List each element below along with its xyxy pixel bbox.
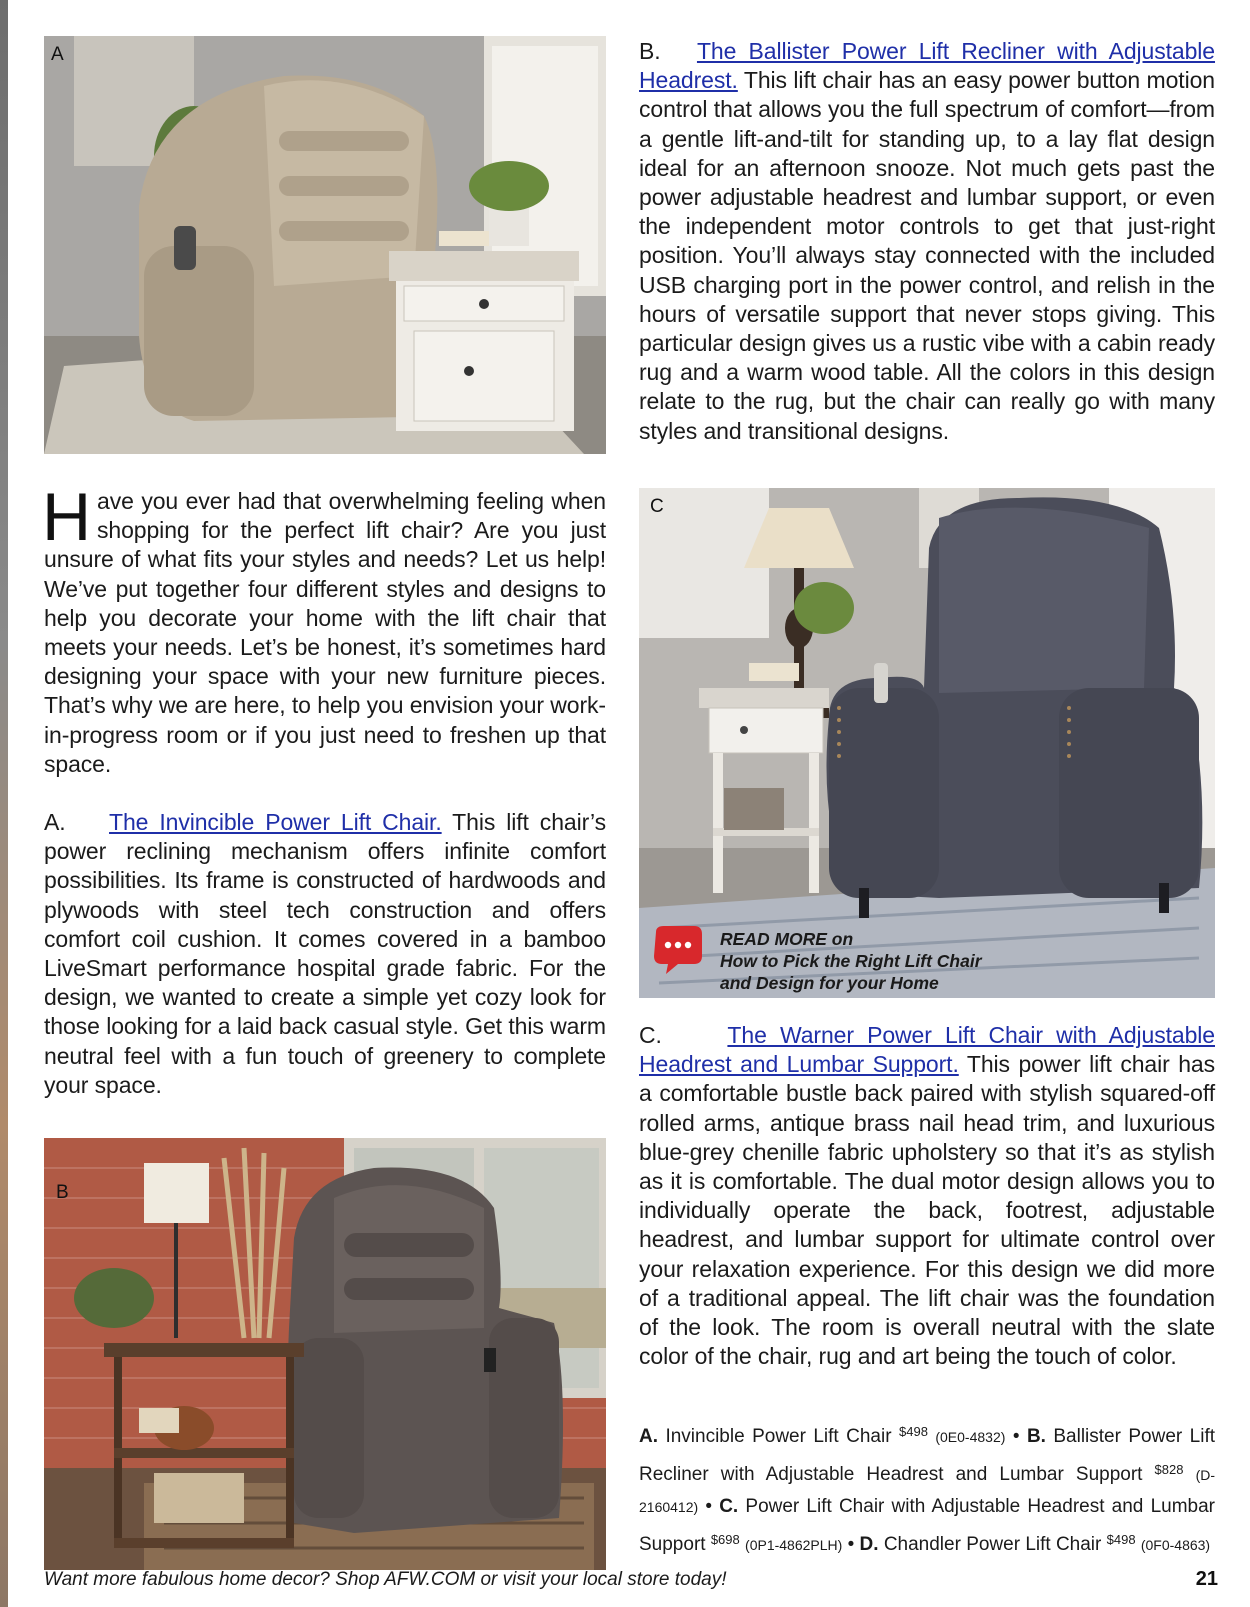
section-c-spacer [675,1022,715,1048]
price-d-value: $498 [1106,1531,1136,1547]
photo-a-invincible-chair [44,36,606,454]
read-more-line-3: and Design for your Home [720,973,939,993]
section-c-body: This power lift chair has a comfortable bustle back paired with stylish squared-off rolled arms, antique brass nail head trim, and luxurious blue-grey chenille fabric upholstery so that it’s as stylish as it is comfortable. The dual motor design allows you to individually operate the back, footrest, adjustable headrest, and lumbar support for ultimate control over your relaxation experience. For this design we did more of a traditional appeal. The lift chair was the foundation of the look. The room is overall neutral with the slate color of the chair, rug and art being the touch of color. [639,1051,1215,1370]
photo-b-label: B [56,1182,69,1203]
page-edge-strip [0,0,8,1607]
read-more-line-2: How to Pick the Right Lift Chair [720,951,982,971]
section-a-description [44,808,606,1100]
price-c-value: $698 [710,1531,740,1547]
price-separator: • [1012,1426,1020,1447]
price-c-letter: C. [719,1496,739,1517]
photo-a-label: A [51,44,64,65]
price-c-name: Power Lift Chair with Adjustable Headrest and Lumbar Support [639,1496,1215,1555]
section-b-letter: B. [639,38,661,64]
photo-b-illustration [44,1138,606,1570]
photo-c-illustration [639,488,1215,998]
chat-bubble-icon [648,926,706,976]
photo-b-ballister-recliner [44,1138,606,1570]
photo-a-illustration [44,36,606,454]
section-c-product-link[interactable]: The Warner Power Lift Chair with Adjustable Headrest and Lumbar Support. [639,1022,1215,1078]
read-more-text[interactable] [720,928,982,994]
price-separator: • [847,1533,855,1555]
section-b-spacer [673,38,685,64]
section-b-product-link[interactable]: The Ballister Power Lift Recliner with Adjustable Headrest. [639,38,1216,94]
price-b-sku: (D-2160412) [639,1466,1215,1515]
read-more-line-1: READ MORE on [720,929,854,949]
section-b-description [639,37,1215,446]
price-d-name: Chandler Power Lift Chair [883,1533,1102,1555]
price-a-value: $498 [899,1424,928,1439]
price-b-letter: B. [1026,1426,1046,1447]
section-b-body: This lift chair has an easy power button motion control that allows you the full spectrum of comfort—from a gentle lift-and-tilt for standing up, to a lay flat design ideal for an afternoon snooze. Not much gets past the power adjustable headrest and lumbar support, or even the independent motor controls to get that just-right position. You’ll always stay connected with the included USB charging port in the power control, and relish in the hours of versatile support that never stops giving. This particular design gives us a rustic vibe with a cabin ready rug and a warm wood table. All the colors in this design relate to the rug, but the chair can really go with many styles and transitional designs. [639,67,1215,444]
section-a-product-link[interactable]: The Invincible Power Lift Chair. [109,809,442,835]
price-a-sku: (0E0-4832) [935,1429,1006,1445]
intro-body: ave you ever had that overwhelming feeling when shopping for the perfect lift chair? Are you just unsure of what fits your styles and needs? Let us help! We’ve put together four different styles and designs to help you decorate your home with the lift chair that meets your needs. Let’s be honest, it’s sometimes hard designing your space with your new furniture pieces. That’s why we are here, to help you envision your work-in-progress room or if you just need to freshen up that space. [44,488,606,777]
price-separator: • [705,1496,713,1517]
price-a-letter: A. [639,1426,658,1447]
price-d-sku: (0F0-4863) [1140,1536,1211,1553]
photo-c-label: C [650,496,664,517]
price-b-name: Ballister Power Lift Recliner with Adjustable Headrest and Lumbar Support [639,1426,1216,1485]
price-c-sku: (0P1-4862PLH) [745,1536,843,1553]
page-number: 21 [1195,1568,1218,1590]
section-c-description [639,1021,1215,1371]
price-a-name: Invincible Power Lift Chair [665,1426,892,1447]
photo-c-warner-chair [639,488,1215,998]
section-a-spacer [77,809,99,835]
intro-paragraph [42,479,606,779]
section-a-body: This lift chair’s power reclining mechanism offers infinite comfort possibilities. Its frame is constructed of hardwoods and plywoods with steel tech construction and offers comfort coil cushion. It comes covered in a bamboo LiveSmart performance hospital grade fabric. For the design, we wanted to create a simple yet cozy look for those looking for a laid back casual style. Get this warm neutral feel with a fun touch of greenery to complete your space. [44,809,606,1098]
intro-dropcap: H [42,479,92,555]
price-list [639,1416,1215,1561]
price-b-value: $828 [1154,1461,1184,1477]
price-d-letter: D. [859,1533,879,1555]
section-c-letter: C. [639,1022,662,1048]
footer-promo-text: Want more fabulous home decor? Shop AFW.COM or visit your local store today! [44,1569,727,1590]
section-a-letter: A. [44,809,66,835]
